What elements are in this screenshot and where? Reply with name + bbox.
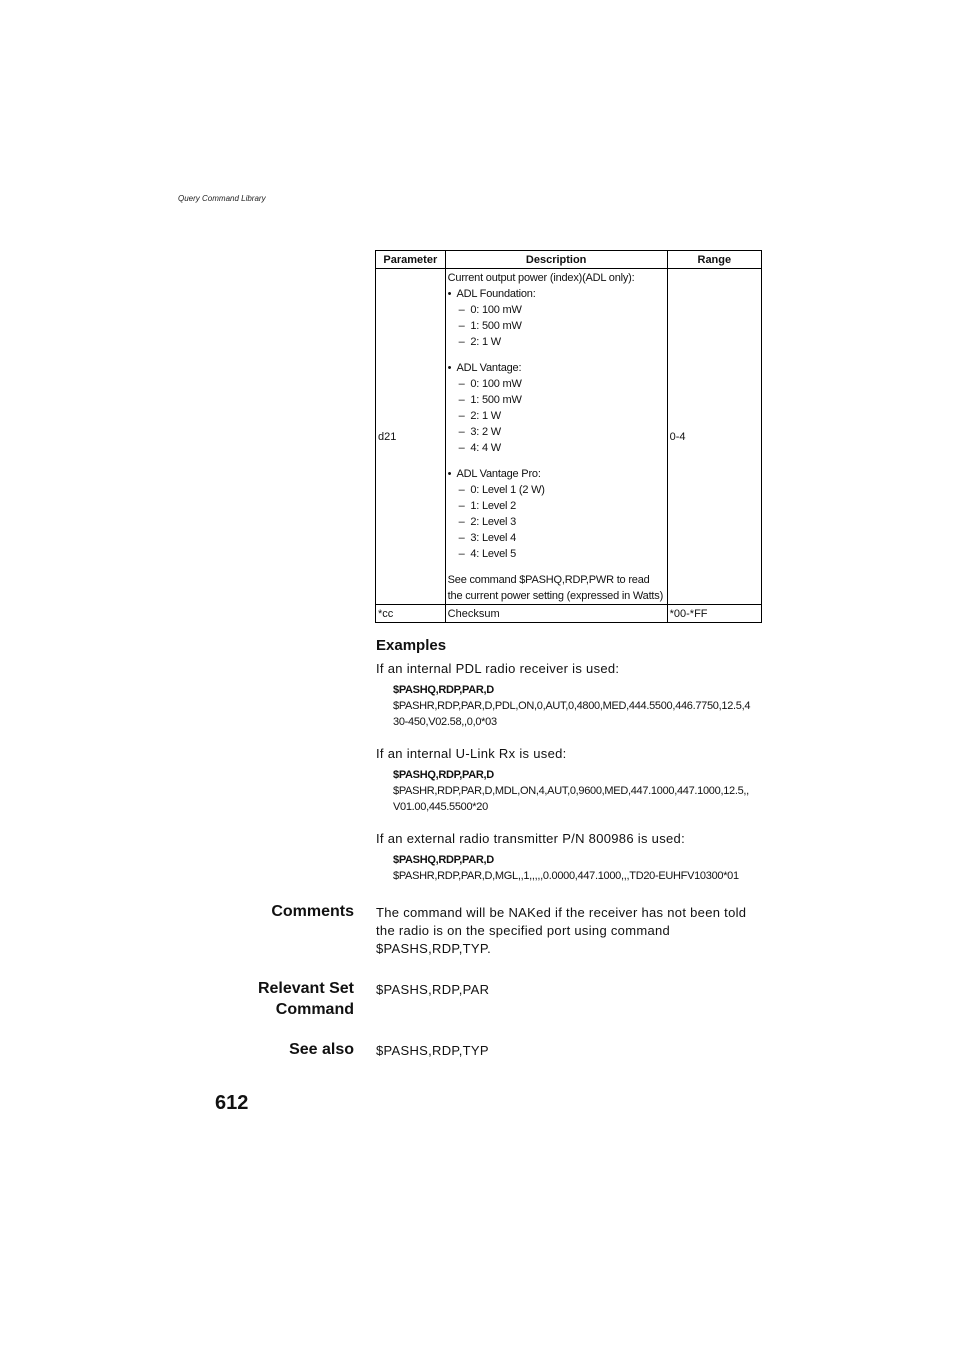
comments-line3: $PASHS,RDP,TYP. bbox=[376, 941, 492, 956]
parameter-table bbox=[375, 250, 762, 623]
spacer bbox=[448, 562, 665, 572]
list-item: – 3: 2 W bbox=[458, 426, 501, 438]
example-3-intro: If an external radio transmitter P/N 800986 is used: bbox=[376, 831, 685, 846]
list-item-text: 0: 100 mW bbox=[470, 378, 522, 390]
spacer bbox=[448, 456, 665, 466]
group-name: ADL Vantage: bbox=[456, 362, 522, 374]
list-item: – 2: Level 3 bbox=[458, 516, 517, 528]
comments-line2: the radio is on the specified port using command bbox=[376, 923, 671, 938]
relevant-set-heading-line2: Command bbox=[275, 1001, 354, 1018]
list-item: – 3: Level 4 bbox=[458, 532, 517, 544]
example-2-intro: If an internal U-Link Rx is used: bbox=[376, 746, 567, 761]
example-3-code bbox=[393, 852, 739, 884]
header-description: Description bbox=[445, 251, 667, 269]
example-1-intro: If an internal PDL radio receiver is used: bbox=[376, 661, 620, 676]
table-row-d21 bbox=[376, 269, 762, 605]
desc-intro: Current output power (index)(ADL only): bbox=[447, 272, 635, 284]
list-item: – 0: 100 mW bbox=[458, 304, 522, 316]
desc-note-line1: See command $PASHQ,RDP,PWR to read bbox=[447, 574, 650, 586]
list-item: – 2: 1 W bbox=[458, 410, 501, 422]
relevant-set-heading bbox=[258, 978, 354, 1020]
description-d21 bbox=[445, 269, 667, 605]
spacer bbox=[448, 350, 665, 360]
comments-heading: Comments bbox=[271, 903, 354, 920]
relevant-set-value: $PASHS,RDP,PAR bbox=[376, 982, 490, 997]
list-item: – 1: 500 mW bbox=[458, 394, 522, 406]
list-item-text: 3: 2 W bbox=[470, 426, 501, 438]
list-item-text: 2: Level 3 bbox=[470, 516, 517, 528]
list-item: – 2: 1 W bbox=[458, 336, 501, 348]
list-item-text: 3: Level 4 bbox=[470, 532, 517, 544]
list-item: – 0: Level 1 (2 W) bbox=[458, 484, 545, 496]
list-item: – 0: 100 mW bbox=[458, 378, 522, 390]
header-parameter: Parameter bbox=[376, 251, 446, 269]
list-item-text: 1: 500 mW bbox=[470, 394, 522, 406]
header-range: Range bbox=[667, 251, 761, 269]
list-item-text: 2: 1 W bbox=[470, 336, 501, 348]
example-1-command: $PASHQ,RDP,PAR,D bbox=[393, 684, 494, 696]
example-3-command: $PASHQ,RDP,PAR,D bbox=[393, 854, 494, 866]
group-name: ADL Vantage Pro: bbox=[456, 468, 541, 480]
list-item: – 1: Level 2 bbox=[458, 500, 517, 512]
example-2-code bbox=[393, 767, 749, 815]
list-item-text: 0: Level 1 (2 W) bbox=[470, 484, 545, 496]
range-d21: 0-4 bbox=[667, 269, 761, 605]
example-1-code bbox=[393, 682, 750, 730]
comments-line1: The command will be NAKed if the receiver has not been told bbox=[376, 905, 747, 920]
list-item: • ADL Vantage: bbox=[447, 362, 522, 374]
list-item: • ADL Vantage Pro: bbox=[447, 468, 541, 480]
list-item-text: 4: 4 W bbox=[470, 442, 501, 454]
list-item: – 4: 4 W bbox=[458, 442, 501, 454]
list-item-text: 1: 500 mW bbox=[470, 320, 522, 332]
comments-body bbox=[376, 904, 746, 958]
see-also-value: $PASHS,RDP,TYP bbox=[376, 1043, 489, 1058]
range-checksum: *00-*FF bbox=[667, 605, 761, 623]
list-item-text: 0: 100 mW bbox=[470, 304, 522, 316]
example-3-response-line1: $PASHR,RDP,PAR,D,MGL,,1,,,,,0.0000,447.1000,,,TD20-EUHFV10300*01 bbox=[393, 870, 739, 882]
see-also-heading: See also bbox=[289, 1041, 354, 1058]
desc-note-line2: the current power setting (expressed in Watts) bbox=[447, 590, 664, 602]
param-checksum: *cc bbox=[376, 605, 446, 623]
running-header: Query Command Library bbox=[178, 194, 266, 203]
table-header-row bbox=[376, 251, 762, 269]
description-checksum: Checksum bbox=[445, 605, 667, 623]
example-2-command: $PASHQ,RDP,PAR,D bbox=[393, 769, 494, 781]
example-2-response-line2: V01.00,445.5500*20 bbox=[393, 801, 488, 813]
example-2-response-line1: $PASHR,RDP,PAR,D,MDL,ON,4,AUT,0,9600,MED,447.1000,447.1000,12.5,, bbox=[393, 785, 749, 797]
relevant-set-heading-line1: Relevant Set bbox=[257, 980, 354, 997]
list-item-text: 2: 1 W bbox=[470, 410, 501, 422]
examples-heading: Examples bbox=[376, 637, 447, 654]
example-1-response-line1: $PASHR,RDP,PAR,D,PDL,ON,0,AUT,0,4800,MED,444.5500,446.7750,12.5,4 bbox=[393, 700, 751, 712]
page-number: 612 bbox=[215, 1092, 249, 1114]
list-item-text: 1: Level 2 bbox=[470, 500, 517, 512]
example-1-response-line2: 30-450,V02.58,,0,0*03 bbox=[393, 716, 497, 728]
table-row-checksum bbox=[376, 605, 762, 623]
param-d21: d21 bbox=[376, 269, 446, 605]
list-item: – 1: 500 mW bbox=[458, 320, 522, 332]
list-item-text: 4: Level 5 bbox=[470, 548, 517, 560]
list-item: • ADL Foundation: bbox=[447, 288, 536, 300]
list-item: – 4: Level 5 bbox=[458, 548, 517, 560]
group-name: ADL Foundation: bbox=[456, 288, 536, 300]
